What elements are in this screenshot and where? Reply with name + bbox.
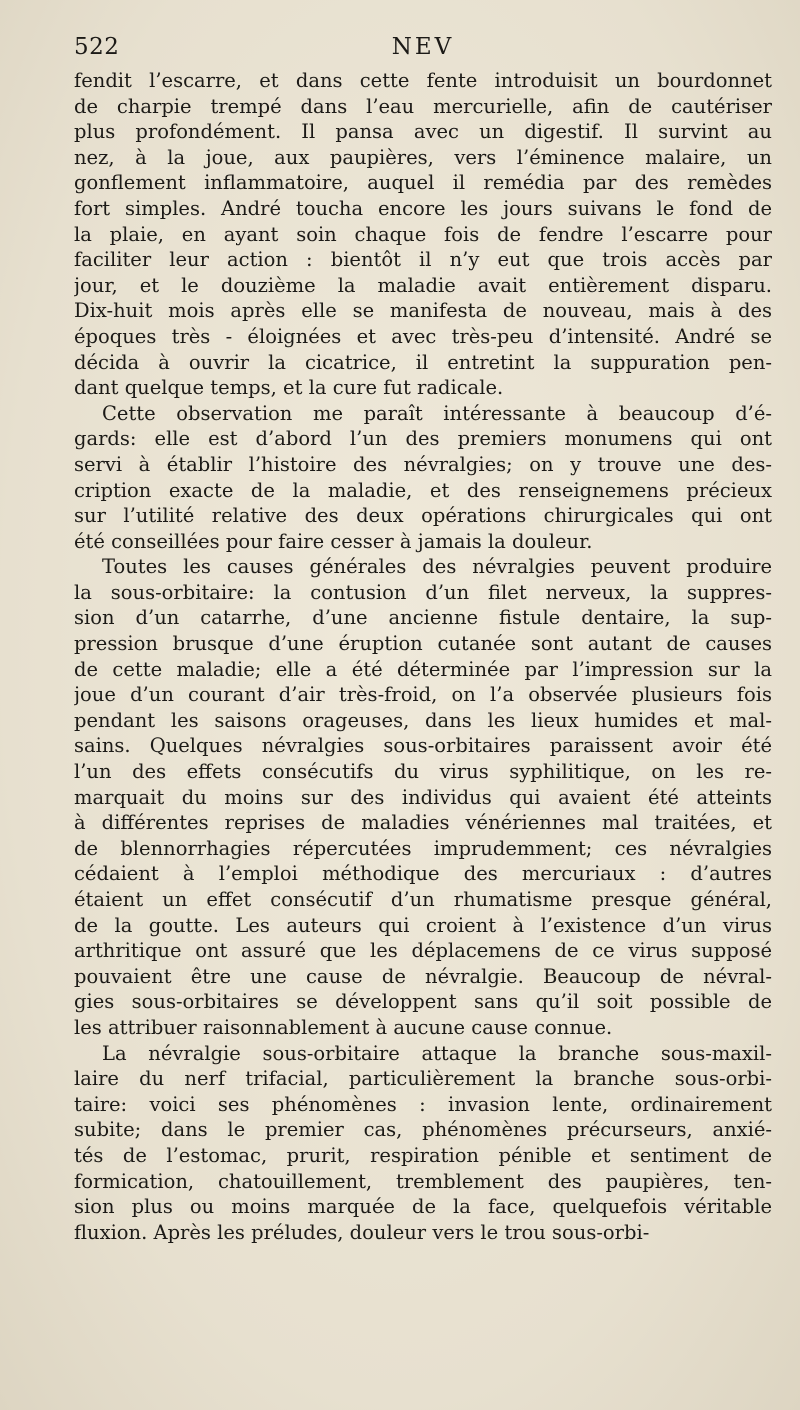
- text-line: Toutes les causes générales des névralgies peuvent produire: [102, 555, 772, 579]
- text-line: sion d’un catarrhe, d’une ancienne fistule dentaire, la sup-: [74, 606, 772, 630]
- text-line: tés de l’estomac, prurit, respiration pénible et sentiment de: [74, 1143, 772, 1167]
- text-line: de charpie trempé dans l’eau mercurielle, afin de cautériser: [74, 94, 772, 118]
- page-number: 522: [74, 34, 120, 60]
- text-line: servi à établir l’histoire des névralgies; on y trouve une des-: [74, 452, 772, 476]
- text-line: pendant les saisons orageuses, dans les lieux humides et mal-: [74, 708, 772, 732]
- text-line: la sous-orbitaire: la contusion d’un filet nerveux, la suppres-: [74, 580, 772, 604]
- text-line: la plaie, en ayant soin chaque fois de fendre l’escarre pour: [74, 222, 772, 246]
- text-line: marquait du moins sur des individus qui avaient été atteints: [74, 785, 772, 809]
- text-line: taire: voici ses phénomènes : invasion lente, ordinairement: [74, 1092, 772, 1116]
- text-line: sion plus ou moins marquée de la face, quelquefois véritable: [74, 1195, 772, 1219]
- paragraph: [74, 401, 772, 555]
- running-header: [74, 34, 772, 68]
- body-text: [74, 68, 772, 1245]
- text-line: plus profondément. Il pansa avec un digestif. Il survint au: [74, 120, 772, 144]
- text-line: sains. Quelques névralgies sous-orbitaires paraissent avoir été: [74, 734, 772, 758]
- text-line: joue d’un courant d’air très-froid, on l’a observée plusieurs fois: [74, 683, 772, 707]
- text-line: les attribuer raisonnablement à aucune cause connue.: [74, 1015, 613, 1039]
- text-line: Dix-huit mois après elle se manifesta de nouveau, mais à des: [74, 299, 772, 323]
- text-line: de blennorrhagies répercutées imprudemment; ces névralgies: [74, 836, 772, 860]
- text-line: pouvaient être une cause de névralgie. Beaucoup de névral-: [74, 964, 772, 988]
- text-line: La névralgie sous-orbitaire attaque la branche sous-maxil-: [102, 1041, 772, 1065]
- text-line: cédaient à l’emploi méthodique des mercuriaux : d’autres: [74, 862, 772, 886]
- text-line: de la goutte. Les auteurs qui croient à l’existence d’un virus: [74, 913, 772, 937]
- text-line: l’un des effets consécutifs du virus syphilitique, on les re-: [74, 760, 772, 784]
- text-line: subite; dans le premier cas, phénomènes précurseurs, anxié-: [74, 1118, 772, 1142]
- text-line: nez, à la joue, aux paupières, vers l’éminence malaire, un: [74, 145, 772, 169]
- text-line: été conseillées pour faire cesser à jamais la douleur.: [74, 529, 593, 553]
- text-line: décida à ouvrir la cicatrice, il entretint la suppuration pen-: [74, 350, 772, 374]
- text-line: fluxion. Après les préludes, douleur vers le trou sous-orbi-: [74, 1220, 650, 1244]
- text-line: époques très - éloignées et avec très-peu d’intensité. André se: [74, 324, 772, 348]
- paragraph: [74, 554, 772, 1040]
- text-line: de cette maladie; elle a été déterminée par l’impression sur la: [74, 657, 772, 681]
- paragraph: [74, 68, 772, 401]
- text-line: à différentes reprises de maladies vénériennes mal traitées, et: [74, 811, 772, 835]
- paragraph: [74, 1041, 772, 1246]
- text-line: fendit l’escarre, et dans cette fente introduisit un bourdonnet: [74, 69, 772, 92]
- text-line: dant quelque temps, et la cure fut radicale.: [74, 376, 504, 400]
- text-line: Cette observation me paraît intéressante à beaucoup d’é-: [102, 401, 772, 425]
- text-line: gards: elle est d’abord l’un des premiers monumens qui ont: [74, 427, 772, 451]
- text-line: cription exacte de la maladie, et des renseignemens précieux: [74, 478, 772, 502]
- text-line: faciliter leur action : bientôt il n’y eut que trois accès par: [74, 248, 772, 272]
- text-line: laire du nerf trifacial, particulièrement la branche sous-orbi-: [74, 1067, 772, 1091]
- text-line: sur l’utilité relative des deux opérations chirurgicales qui ont: [74, 504, 772, 528]
- text-line: pression brusque d’une éruption cutanée sont autant de causes: [74, 632, 772, 656]
- text-line: fort simples. André toucha encore les jours suivans le fond de: [74, 196, 772, 220]
- text-line: gies sous-orbitaires se développent sans qu’il soit possible de: [74, 990, 772, 1014]
- text-line: formication, chatouillement, tremblement des paupières, ten-: [74, 1169, 772, 1193]
- text-line: étaient un effet consécutif d’un rhumatisme presque général,: [74, 888, 772, 911]
- text-line: gonflement inflammatoire, auquel il remédia par des remèdes: [74, 171, 772, 195]
- running-title: NEV: [391, 34, 455, 60]
- text-line: jour, et le douzième la maladie avait entièrement disparu.: [74, 273, 772, 297]
- text-line: arthritique ont assuré que les déplacemens de ce virus supposé: [74, 939, 772, 963]
